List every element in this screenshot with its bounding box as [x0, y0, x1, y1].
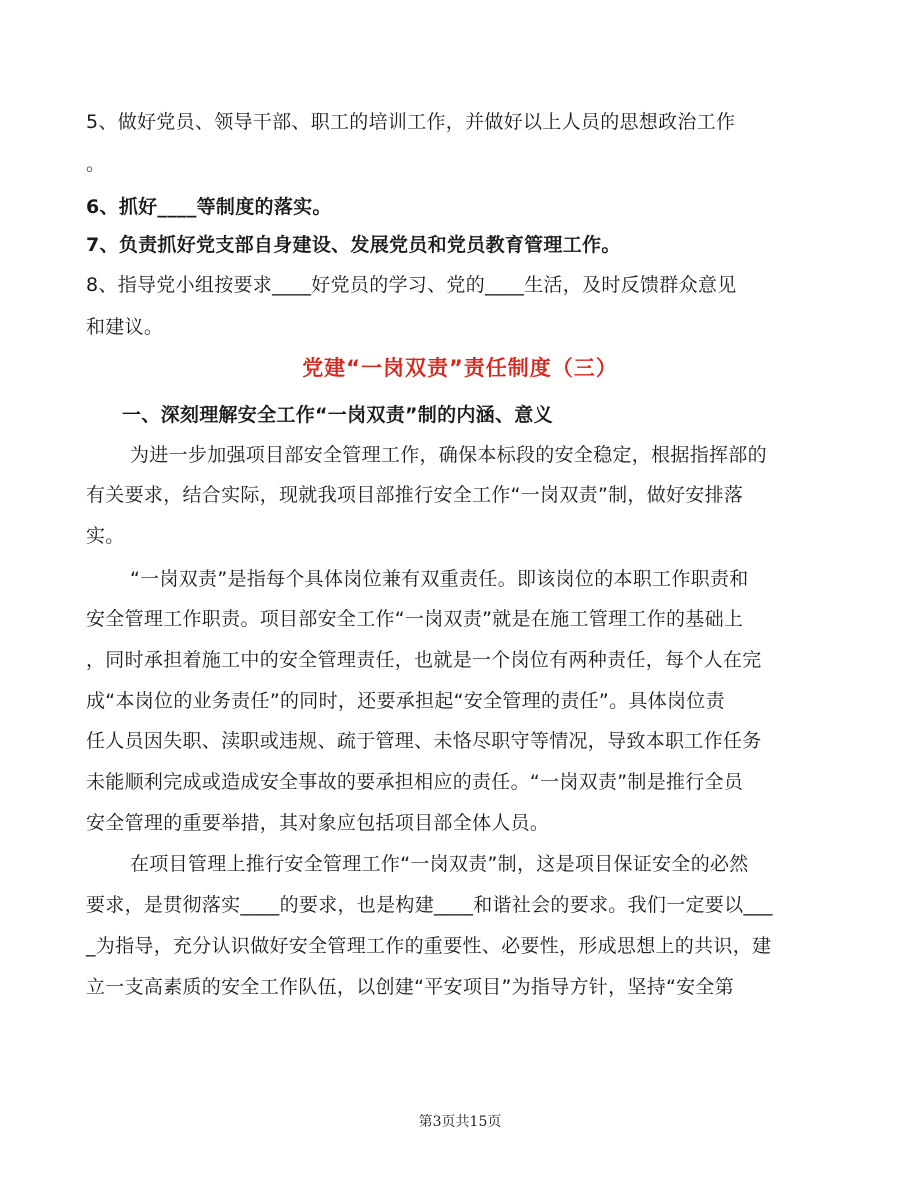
paragraph-2-line-2: 安全管理工作职责。项目部安全工作“一岗双责”就是在施工管理工作的基础上 [86, 608, 744, 630]
list-item-5: 5、做好党员、领导干部、职工的培训工作，并做好以上人员的思想政治工作 [86, 111, 736, 133]
subheading: 一、深刻理解安全工作“一岗双责”制的内涵、意义 [122, 404, 553, 426]
list-item-7: 7、负责抓好党支部自身建设、发展党员和党员教育管理工作。 [86, 234, 621, 256]
section-title: 党建“一岗双责”责任制度（三） [302, 356, 618, 380]
paragraph-2-line-6: 未能顺利完成或造成安全事故的要承担相应的责任。“一岗双责”制是推行全员 [86, 771, 744, 793]
list-item-8-continuation: 和建议。 [86, 316, 164, 338]
paragraph-3-line-2: 要求，是贯彻落实____的要求，也是构建____和谐社会的要求。我们一定要以___ [86, 894, 773, 916]
page-number: 第3页共15页 [418, 1114, 502, 1130]
paragraph-1-line-2: 有关要求，结合实际，现就我项目部推行安全工作“一岗双责”制，做好安排落 [86, 484, 744, 506]
paragraph-3-line-1: 在项目管理上推行安全管理工作“一岗双责”制，这是项目保证安全的必然 [130, 853, 749, 875]
paragraph-2-line-4: 成“本岗位的业务责任”的同时，还要承担起“安全管理的责任”。具体岗位责 [86, 690, 725, 712]
paragraph-1-line-1: 为进一步加强项目部安全管理工作，确保本标段的安全稳定，根据指挥部的 [130, 444, 767, 466]
paragraph-2-line-3: ，同时承担着施工中的安全管理责任，也就是一个岗位有两种责任，每个人在完 [86, 649, 762, 671]
paragraph-3-line-4: 立一支高素质的安全工作队伍，以创建“平安项目”为指导方针，坚持“安全第 [86, 976, 735, 998]
paragraph-2-line-7: 安全管理的重要举措，其对象应包括项目部全体人员。 [86, 812, 550, 834]
list-item-5-continuation: 。 [86, 153, 106, 175]
paragraph-3-line-3: _为指导，充分认识做好安全管理工作的重要性、必要性，形成思想上的共识，建 [86, 935, 772, 957]
list-item-8: 8、指导党小组按要求____好党员的学习、党的____生活，及时反馈群众意见 [86, 274, 737, 296]
paragraph-2-line-5: 任人员因失职、渎职或违规、疏于管理、未恪尽职守等情况，导致本职工作任务 [86, 730, 762, 752]
paragraph-1-line-3: 实。 [86, 525, 125, 547]
paragraph-2-line-1: “一岗双责”是指每个具体岗位兼有双重责任。即该岗位的本职工作职责和 [130, 568, 749, 590]
list-item-6: 6、抓好____等制度的落实。 [86, 196, 332, 218]
